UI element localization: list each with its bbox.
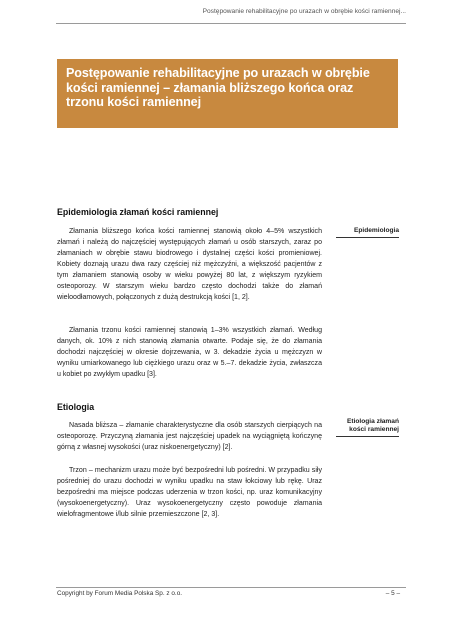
footer-copyright: Copyright by Forum Media Polska Sp. z o.o.: [57, 590, 183, 597]
running-header: Postępowanie rehabilitacyjne po urazach w obrębie kości ramiennej...: [202, 8, 406, 15]
footer-divider: [56, 587, 406, 588]
title-banner: [57, 59, 398, 128]
page-number: – 5 –: [385, 590, 400, 597]
section-heading-epidemiology: Epidemiologia złamań kości ramiennej: [57, 207, 219, 217]
paragraph-epidemiology-shaft: Złamania trzonu kości ramiennej stanowią 1–3% wszystkich złamań. Według danych, ok. 10% z nich stanowią złamania otwarte. Podaje się, że do złamania dochodzi najczęściej w okresie dojrzewania, w 3. dekadzie życia u mężczyzn w wyniku umiarkowanego lub ciężkiego urazu oraz w 5.–7. dekadzie życia, zwłaszcza u kobiet po zwykłym upadku [3].: [57, 327, 322, 379]
document-title: Postępowanie rehabilitacyjne po urazach w obrębie kości ramiennej – złamania bliższego końca oraz trzonu kości ramiennej: [66, 66, 370, 109]
header-divider: [56, 23, 406, 24]
paragraph-etiology-proximal: Nasada bliższa – złamanie charakterystyczne dla osób starszych cierpiących na osteoporozę. Przyczyną złamania jest najczęściej upadek na wyciągniętą kończynę górną z własnej wysokości (uraz niskoenergetyczny) [2].: [57, 422, 322, 452]
paragraph-etiology-shaft: Trzon – mechanizm urazu może być bezpośredni lub pośredni. W przypadku siły pośredniej do urazu dochodzi w wyniku upadku na staw łokciowy lub rękę. Uraz bezpośredni ma miejsce podczas uderzenia w trzon kości, np. uraz komunikacyjny (wysokoenergetyczny). Uraz wysokoenergetyczny często powoduje złamania wielofragmentowe i/lub silnie przemieszczone [2, 3].: [57, 467, 322, 519]
section-heading-etiology: Etiologia: [57, 402, 95, 412]
side-label-etiology: Etiologia złamań kości ramiennej: [336, 418, 399, 437]
paragraph-epidemiology-proximal: Złamania bliższego końca kości ramiennej stanowią około 4–5% wszystkich złamań i należą do najczęściej występujących złamań u osób starszych, zaraz po złamaniach w obrębie stawu biodrowego i dystalnej części kości promieniowej. Kobiety doznają urazu dwa razy częściej niż mężczyźni, a większość pacjentów z tym złamaniem stanowią osoby w wieku powyżej 80 lat, z większym ryzykiem osteoporozy. W starszym wieku bardzo często dochodzi także do złamań wieloodłamowych, połączonych z dużą destrukcją kości [1, 2].: [57, 228, 322, 302]
side-label-epidemiology: Epidemiologia: [336, 227, 399, 238]
